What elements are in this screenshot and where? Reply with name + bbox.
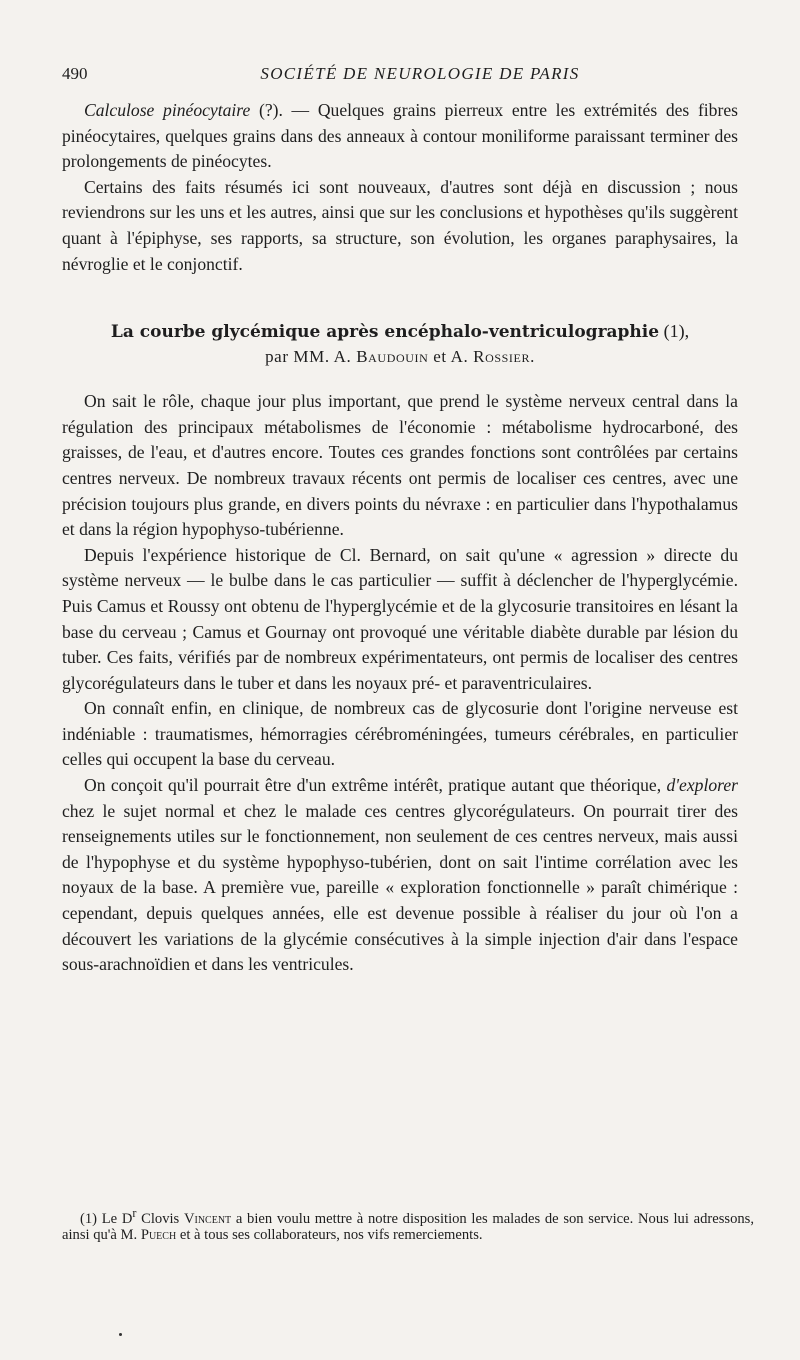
byline-prefix: par MM. A. [265,347,357,367]
article-title-text: La courbe glycémique après encéphalo-ventriculographie [110,322,660,343]
main-text [62,98,738,978]
article-title [62,319,738,345]
intro-paragraph-1 [62,98,738,175]
footnote-text [62,1206,754,1243]
paragraph-3: On connaît enfin, en clinique, de nombreux cas de glycosurie dont l'origine nerveuse est indéniable : traumatismes, hémorragies cérébroméningées, tumeurs cérébrales, en particulier celles qui occupent la base du cerveau. [62,698,738,770]
print-speck [119,1333,122,1336]
footnote-name-2: Puech [140,1226,177,1243]
footnote-sup: r [132,1206,137,1220]
paragraph-4-part-b: chez le sujet normal et chez le malade ces centres glycorégulateurs. On pourrait tirer des renseignements utiles sur le fonctionnement, non seulement de ces centres nerveux, mais aussi de l'hypophyse et du système hypophyso-tubérien, dont on sait l'intime corrélation avec les noyaux de la base. A première vue, pareille « exploration fonctionnelle » paraît chimérique : cependant, depuis quelques années, elle est devenue possible à réaliser du jour où l'on a découvert les variations de la glycémie consécutives à la simple injection d'air dans l'espace sous-arachnoïdien et dans les ventricules. [62,800,738,975]
paragraph-4-emphasis: d'explorer [666,775,738,796]
paragraph-4-part-a: On conçoit qu'il pourrait être d'un extrême intérêt, pratique autant que théorique, [84,775,667,796]
page-number: 490 [62,64,88,83]
footnote-part-d: et à tous ses collaborateurs, nos vifs remerciements. [176,1226,483,1243]
byline [62,345,738,369]
running-title: SOCIÉTÉ DE NEUROLOGIE DE PARIS [260,64,580,83]
footnote-part-b: Clovis [136,1210,184,1227]
paragraph-2: Depuis l'expérience historique de Cl. Bernard, on sait qu'une « agression » directe du système nerveux — le bulbe dans le cas particulier — suffit à déclencher de l'hyperglycémie. Puis Camus et Roussy ont obtenu de l'hyperglycémie et de la glycosurie transitoires en lésant la base du cerveau ; Camus et Gournay ont provoqué une véritable diabète durable par lésion du tuber. Ces faits, vérifiés par de nombreux expérimentateurs, ont permis de localiser des centres glycorégulateurs dans le tuber et dans les noyaux pré- et paraventriculaires. [62,544,738,693]
author-1: Baudouin [356,347,429,367]
footnote-part-a: (1) Le D [80,1210,133,1227]
byline-suffix: . [530,347,535,367]
article-title-block [62,319,738,369]
paragraph-1: On sait le rôle, chaque jour plus important, que prend le système nerveux central dans la régulation des principaux métabolismes de l'économie : métabolisme hydrocarboné, des graisses, de l'eau, et d'autres encore. Toutes ces grandes fonctions sont contrôlées par certains centres nerveux. De nombreux travaux récents ont permis de localiser ces centres, avec une précision toujours plus grande, en divers points du névraxe : en particulier dans l'hypothalamus et dans la région hypophyso-tubérienne. [62,391,738,540]
title-footnote-ref: (1), [659,321,690,342]
page-header [62,64,738,88]
footnote-name-1: Vincent [183,1210,232,1227]
paragraph-4 [62,773,738,978]
author-2: Rossier [473,347,531,367]
intro-text: (?). — Quelques grains pierreux entre les extrémités des fibres pinéocytaires, quelques grains dans des anneaux à contour moniliforme paraissant terminer des prolongements de pinéocytes. [62,100,738,172]
byline-mid: et A. [428,347,474,367]
footnote-part-c: a bien voulu mettre à notre disposition les malades de son service. Nous lui adressons, ainsi qu'à M. [62,1210,754,1243]
intro-paragraph-2: Certains des faits résumés ici sont nouveaux, d'autres sont déjà en discussion ; nous reviendrons sur les uns et les autres, ainsi que sur les conclusions et hypothèses qu'ils suggèrent quant à l'épiphyse, ses rapports, sa structure, son évolution, les organes paraphysaires, la névroglie et le conjonctif. [62,176,738,274]
section-heading: Calculose pinéocytaire [84,100,251,120]
footnote [62,1206,754,1243]
